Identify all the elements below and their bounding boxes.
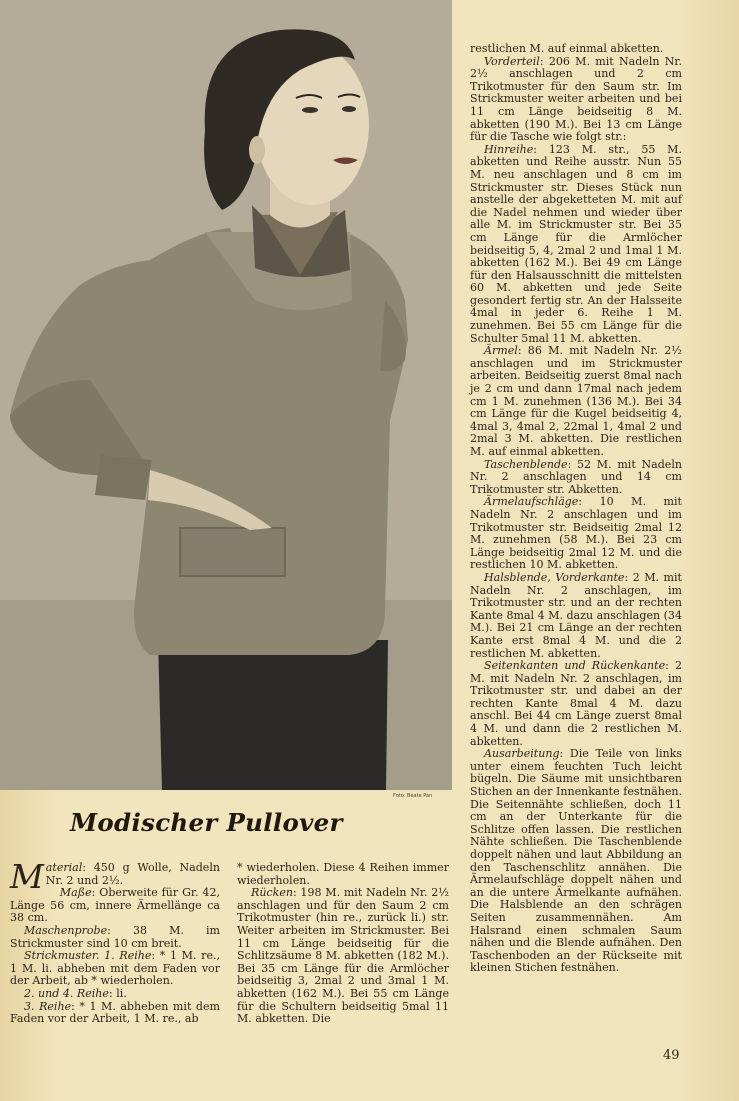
paragraph-text: : li. bbox=[108, 986, 127, 1000]
photo-credit: Foto: Beate Pan bbox=[393, 793, 433, 799]
paragraph-text: : * 1 M. re., 1 M. li. abheben mit dem Faden vor der Arbeit, ab * wiederholen. bbox=[10, 949, 220, 988]
paragraph-text: : 10 M. mit Nadeln Nr. 2 anschlagen und im Trikotmuster str. Beidseitig 2mal 12 M. zunehmen (58 M.). Bei 23 cm Länge beidseitig 2mal 12 M. und die restlichen 10 M. abketten. bbox=[470, 495, 682, 572]
section-label: Maße bbox=[59, 886, 92, 900]
paragraph bbox=[470, 572, 682, 660]
paragraph bbox=[470, 459, 682, 497]
drop-cap: M bbox=[10, 857, 44, 896]
section-label: Ausarbeitung bbox=[484, 747, 560, 761]
paragraph bbox=[470, 660, 682, 748]
paragraph bbox=[470, 345, 682, 458]
section-label: Rücken bbox=[251, 886, 293, 900]
section-label: Seitenkanten und Rückenkante bbox=[484, 659, 666, 673]
model-photo bbox=[0, 0, 452, 790]
paragraph-text: : 206 M. mit Nadeln Nr. 2½ anschlagen und 2 cm Trikotmuster für den Saum str. Im Strickmuster weiter arbeiten und bei 11 cm Länge beidseitig 8 M. abketten (190 M.). Bei 13 cm Länge für die Tasche wie folgt str.: bbox=[470, 54, 682, 144]
section-label: Ärmelaufschläge bbox=[484, 495, 579, 509]
model-illustration bbox=[0, 0, 452, 790]
section-label: Vorderteil bbox=[484, 54, 540, 68]
paragraph bbox=[470, 748, 682, 975]
section-label: aterial bbox=[45, 861, 83, 874]
text-column-1 bbox=[10, 857, 221, 1026]
paragraph-text: : * 1 M. abheben mit dem Faden vor der Arbeit, 1 M. re., ab bbox=[10, 999, 221, 1026]
paragraph bbox=[10, 925, 220, 950]
paragraph-text: : 2 M. mit Nadeln Nr. 2 anschlagen, im Trikotmuster str. und dabei an der rechten Kante 8mal 4 M. dazu anschl. Bei 44 cm Länge zuerst 8mal 4 M. und dann die 2 restlichen M. abketten. bbox=[470, 659, 682, 748]
paragraph-text: : Oberweite für Gr. 42, Länge 56 cm, innere Ärmellänge ca 38 cm. bbox=[10, 886, 220, 925]
section-label: Maschenprobe bbox=[24, 923, 108, 937]
paragraph bbox=[10, 950, 220, 988]
paragraph-text: : 52 M. mit Nadeln Nr. 2 anschlagen und 14 cm Trikotmuster str. Abketten. bbox=[470, 457, 682, 496]
paragraph bbox=[470, 144, 682, 346]
paragraph-text: * wiederholen. Diese 4 Reihen immer wiederholen. bbox=[237, 861, 449, 887]
paragraph-text: : 2 M. mit Nadeln Nr. 2 anschlagen, im Trikotmuster str. und an der rechten Kante 8mal 4 M. dazu anschlagen (34 M.). Bei 21 cm Länge an der rechten Kante erst 8mal 4 M. und die 2 restlichen M. abketten. bbox=[470, 570, 683, 660]
paragraph-text: : 38 M. im Strickmuster sind 10 cm breit. bbox=[10, 923, 220, 950]
section-label: Taschenblende bbox=[484, 457, 568, 471]
section-label: 2. und 4. Reihe bbox=[24, 986, 109, 1000]
paragraph bbox=[470, 56, 682, 144]
paragraph bbox=[10, 1001, 220, 1026]
paragraph-text: restlichen M. auf einmal abketten. bbox=[470, 42, 664, 55]
paragraph bbox=[237, 862, 449, 887]
section-label: Ärmel bbox=[484, 344, 518, 358]
article-title: Modischer Pullover bbox=[70, 808, 343, 837]
paragraph-text: : Die Teile von links unter einem feuchten Tuch leicht bügeln. Die Säume mit unsichtbaren Stichen an der Innenkante festnähen. Die Seitennähte schließen, doch 11 cm an der Unterkante für die Schlitze offen lassen. Die restlichen Nähte schließen. Die Taschenblende doppelt nähen und laut Abbildung an den Taschenschlitz annähen. Die Ärmelaufschläge doppelt nähen und an die untere Ärmelkante aufnähen. Die Halsblende an den schrägen Seiten zusammennähen. Am Halsrand einen schmalen Saum nähen und die Blende aufnähen. Den Taschenboden an der Rückseite mit kleinen Stichen festnähen. bbox=[470, 747, 682, 975]
paragraph-text: : 198 M. mit Nadeln Nr. 2½ anschlagen und für den Saum 2 cm Trikotmuster (hin re., zurück li.) str. Weiter arbeiten im Strickmuster. Bei 11 cm Länge beidseitig für die Schlitzsäume 8 M. abketten (182 M.). Bei 35 cm Länge für die Armlöcher beidseitig 3, 2mal 2 und 3mal 1 M. abketten (162 M.). Bei 55 cm Länge für die Schultern beidseitig 5mal 11 M. abketten. Die bbox=[237, 886, 449, 1026]
paragraph-text: : 123 M. str., 55 M. abketten und Reihe ausstr. Nun 55 M. neu anschlagen und 8 cm im Strickmuster str. Dieses Stück nun anstelle der abgeketteten M. mit auf die Nadel nehmen und wieder über alle M. im Strickmuster str. Bei 35 cm Länge für die Armlöcher beidseitig 5, 4, 2mal 2 und 1mal 1 M. abketten (162 M.). Bei 49 cm Länge für den Halsausschnitt die mittelsten 60 M. abketten und jede Seite gesondert fertig str. An der Halsseite 4mal in jeder 6. Reihe 1 M. zunehmen. Bei 55 cm Länge für die Schulter 5mal 11 M. abketten. bbox=[470, 142, 682, 345]
text-column-2 bbox=[237, 862, 449, 1026]
section-label: Hinreihe bbox=[484, 142, 534, 156]
paragraph bbox=[470, 496, 682, 572]
page-number: 49 bbox=[663, 1048, 680, 1063]
section-label: 3. Reihe bbox=[24, 999, 72, 1013]
section-label: Halsblende, Vorderkante bbox=[484, 570, 625, 584]
paragraph-text: : 450 g Wolle, Nadeln Nr. 2 und 2½. bbox=[45, 861, 220, 887]
paragraph-text: : 86 M. mit Nadeln Nr. 2½ anschlagen und im Strickmuster arbeiten. Beidseitig zuerst 8mal nach je 2 cm und dann 17mal nach jedem cm 1 M. zunehmen (136 M.). Bei 34 cm Länge für die Kugel beidseitig 4, 4mal 3, 4mal 2, 22mal 1, 4mal 2 und 2mal 3 M. abketten. Die restlichen M. auf einmal abketten. bbox=[470, 344, 682, 458]
section-label: Strickmuster. 1. Reihe bbox=[24, 949, 152, 963]
text-column-3 bbox=[470, 43, 682, 975]
paragraph bbox=[237, 887, 449, 1026]
